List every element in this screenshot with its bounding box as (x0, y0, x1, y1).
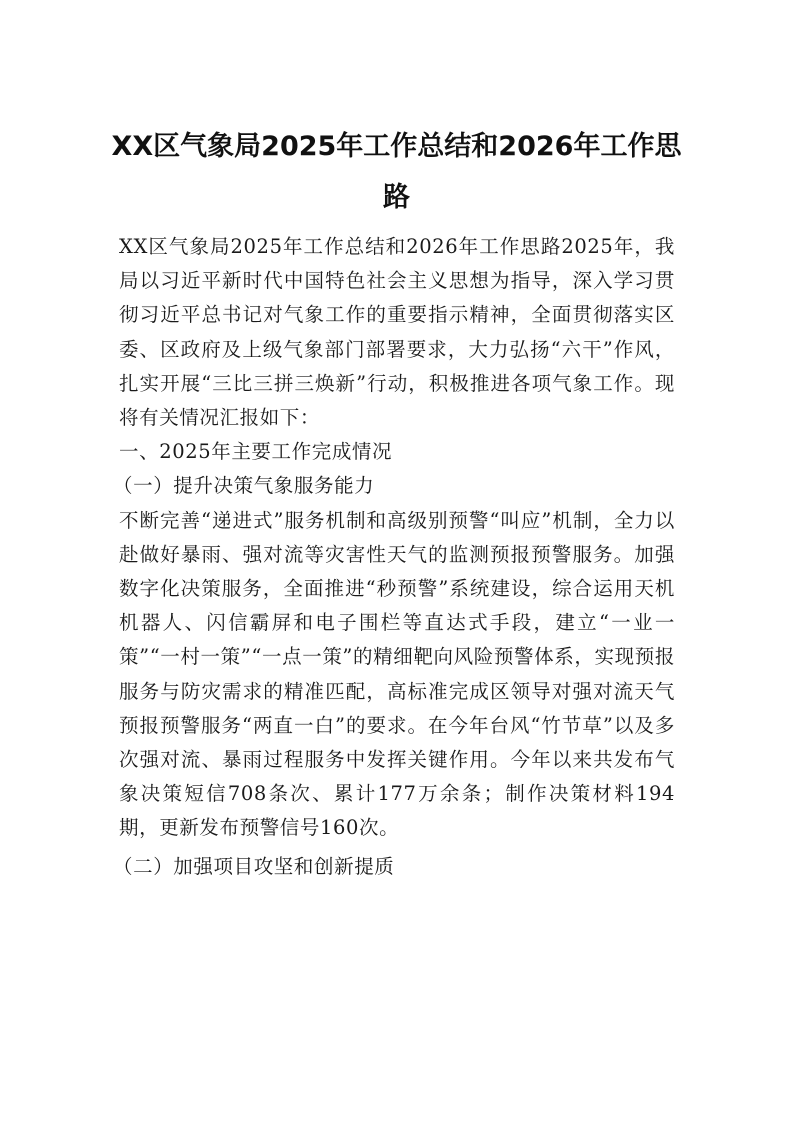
intro-paragraph: XX区气象局2025年工作总结和2026年工作思路2025年，我局以习近平新时代中国特色社会主义思想为指导，深入学习贯彻习近平总书记对气象工作的重要指示精神，全面贯彻落实区委、区政府及上级气象部门部署要求，大力弘扬“六干”作风，扎实开展“三比三拼三焕新”行动，积极推进各项气象工作。现将有关情况汇报如下： (119, 235, 675, 430)
body-paragraph-1: 不断完善“递进式”服务机制和高级别预警“叫应”机制，全力以赴做好暴雨、强对流等灾害性天气的监测预报预警服务。加强数字化决策服务，全面推进“秒预警”系统建设，综合运用天机机器人、闪信霸屏和电子围栏等直达式手段，建立“一业一策”“一村一策”“一点一策”的精细靶向风险预警体系，实现预报服务与防灾需求的精准匹配，高标准完成区领导对强对流天气预报预警服务“两直一白”的要求。在今年台风“竹节草”以及多次强对流、暴雨过程服务中发挥关键作用。今年以来共发布气象决策短信708条次、累计177万余条；制作决策材料194期，更新发布预警信号160次。 (119, 508, 675, 840)
document-title: XX区气象局2025年工作总结和2026年工作思路 (111, 131, 682, 213)
subsection-heading-1: （一）提升决策气象服务能力 (113, 474, 375, 498)
section-heading-1: 一、2025年主要工作完成情况 (119, 440, 393, 464)
subsection-heading-2: （二）加强项目攻坚和创新提质 (113, 854, 395, 878)
document-body (113, 230, 675, 884)
